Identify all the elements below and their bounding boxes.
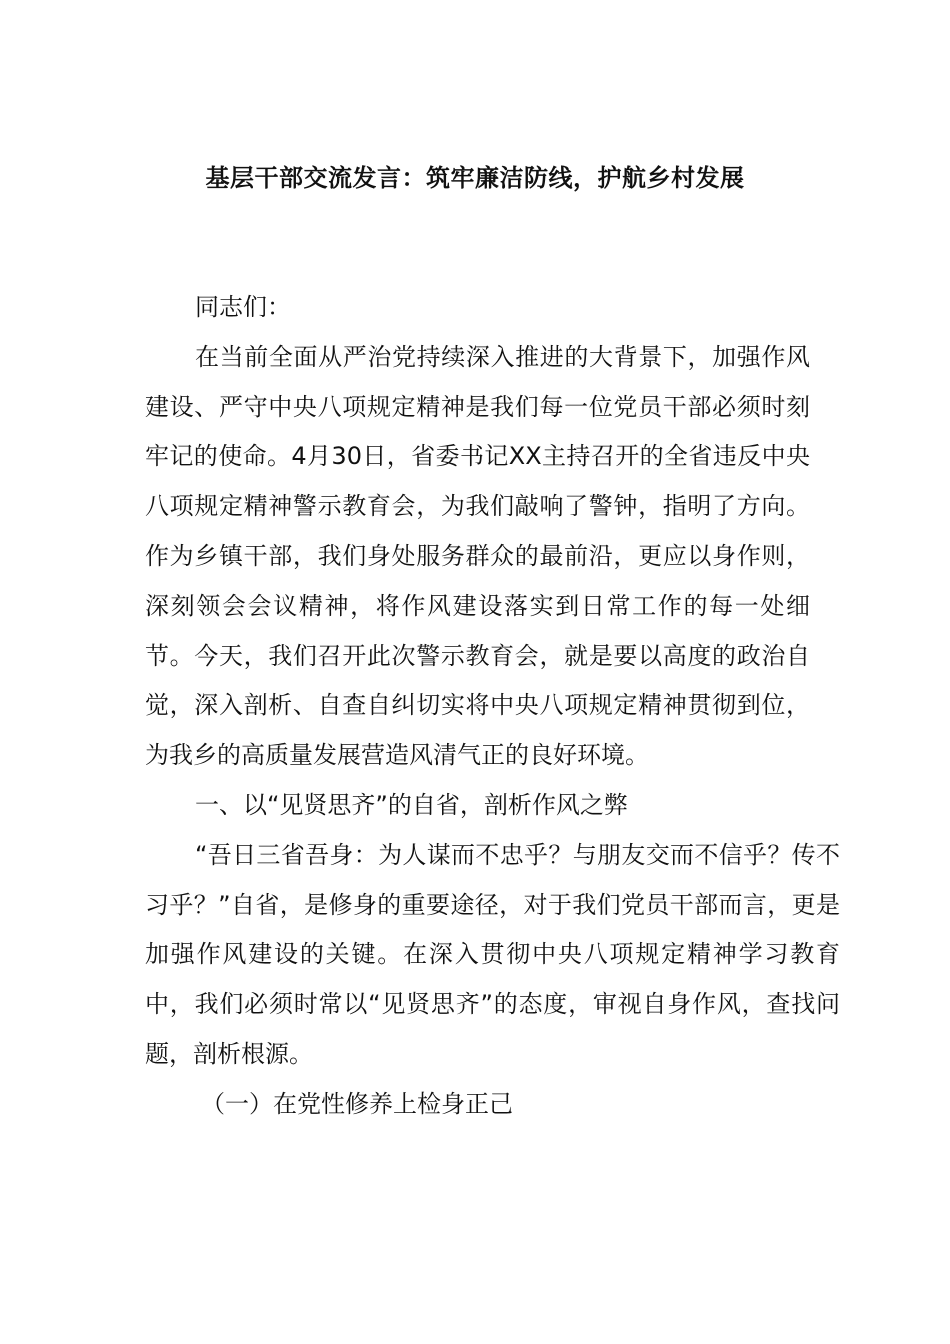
section-paragraph: “吾日三省吾身：为人谋而不忠乎？与朋友交而不信乎？传不习乎？”自省，是修身的重要途径，对于我们党员干部而言，更是加强作风建设的关键。在深入贯彻中央八项规定精神学习教育中，我们必须时常以“见贤思齐”的态度，审视自身作风，查找问题，剖析根源。 [145, 840, 840, 1068]
document-body [145, 283, 840, 1130]
intro-paragraph: 在当前全面从严治党持续深入推进的大背景下，加强作风建设、严守中央八项规定精神是我们每一位党员干部必须时刻牢记的使命。4月30日，省委书记XX主持召开的全省违反中央八项规定精神警示教育会，为我们敲响了警钟，指明了方向。作为乡镇干部，我们身处服务群众的最前沿，更应以身作则，深刻领会会议精神，将作风建设落实到日常工作的每一处细节。今天，我们召开此次警示教育会，就是要以高度的政治自觉，深入剖析、自查自纠切实将中央八项规定精神贯彻到位，为我乡的高质量发展营造风清气正的良好环境。 [145, 342, 810, 770]
section-heading: 一、以“见贤思齐”的自省，剖析作风之弊 [195, 790, 628, 819]
document-title: 基层干部交流发言：筑牢廉洁防线，护航乡村发展 [205, 164, 745, 192]
subsection-heading: （一）在党性修养上检身正己 [201, 1089, 513, 1118]
salutation-paragraph: 同志们： [195, 293, 291, 321]
